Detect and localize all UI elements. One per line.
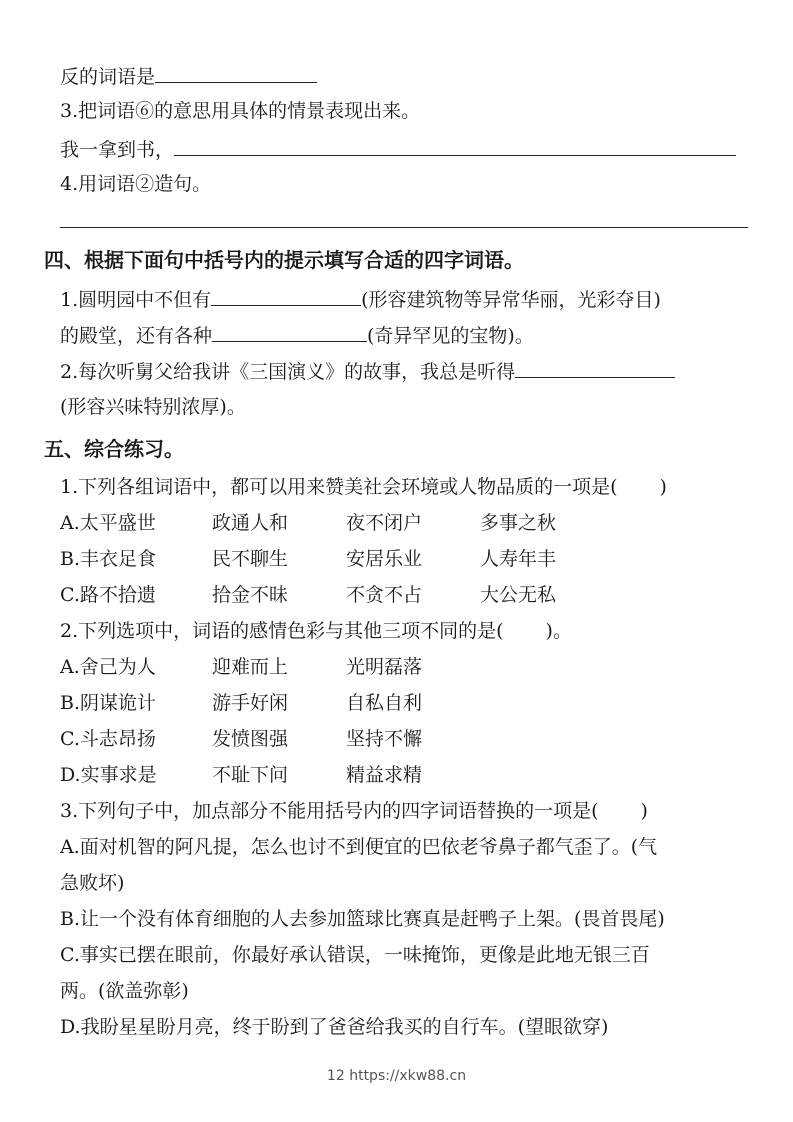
s5-question-1 xyxy=(60,472,667,502)
top-line1-text: 反的词语是 xyxy=(60,66,156,88)
answer-blank[interactable] xyxy=(155,60,317,83)
answer-prefix: 我一拿到书， xyxy=(60,139,175,161)
footer-link[interactable]: https://xkw88.cn xyxy=(349,1068,467,1084)
s5-q3-close: ) xyxy=(640,800,648,822)
s5-question-3 xyxy=(60,796,648,826)
s4-question-1-line1 xyxy=(60,283,661,313)
page-number: 12 xyxy=(326,1068,345,1084)
s5-q1-stem: 1.下列各组词语中，都可以用来赞美社会环境或人物品质的一项是( xyxy=(60,476,618,498)
option-term: 坚持不懈 xyxy=(346,728,423,750)
s5-q3-stem: 3.下列句子中，加点部分不能用括号内的四字词语替换的一项是( xyxy=(60,800,599,822)
option-term: 精益求精 xyxy=(346,764,423,786)
option-term: 不耻下问 xyxy=(212,764,289,786)
answer-blank[interactable] xyxy=(174,133,736,156)
option-term: 安居乐业 xyxy=(346,548,423,570)
option-term: C.路不拾遗 xyxy=(60,584,156,606)
option-term: B.阴谋诡计 xyxy=(60,692,157,714)
s4-q1-text-a: 1.圆明园中不但有 xyxy=(60,289,212,311)
option-term: D.实事求是 xyxy=(60,764,157,786)
answer-blank[interactable] xyxy=(212,319,367,342)
option-term: 游手好闲 xyxy=(212,692,289,714)
option-term: 民不聊生 xyxy=(212,548,289,570)
s5-q2-stem: 2.下列选项中，词语的感情色彩与其他三项不同的是( xyxy=(60,620,504,642)
s5-q3-option-b[interactable]: B.让一个没有体育细胞的人去参加篮球比赛真是赶鸭子上架。(畏首畏尾) xyxy=(60,908,665,930)
s5-q3-option-a-line2: 急败坏) xyxy=(60,872,125,894)
s4-q2-text-a: 2.每次听舅父给我讲《三国演义》的故事，我总是听得 xyxy=(60,361,516,383)
question-3-answer xyxy=(60,133,736,163)
option-term: 迎难而上 xyxy=(212,656,289,678)
answer-line[interactable] xyxy=(60,227,748,228)
s5-q3-option-c-line1[interactable]: C.事实已摆在眼前，你最好承认错误，一味掩饰，更像是此地无银三百 xyxy=(60,944,650,966)
option-term: 拾金不昧 xyxy=(212,584,289,606)
section-5-heading: 五、综合练习。 xyxy=(44,437,184,461)
option-term: 夜不闭户 xyxy=(346,512,423,534)
s4-question-2-line1 xyxy=(60,355,675,385)
option-term: 发愤图强 xyxy=(212,728,289,750)
s5-q3-option-d[interactable]: D.我盼星星盼月亮，终于盼到了爸爸给我买的自行车。(望眼欲穿) xyxy=(60,1016,609,1038)
answer-blank[interactable] xyxy=(515,355,675,378)
option-term: 政通人和 xyxy=(212,512,289,534)
section-4-heading: 四、根据下面句中括号内的提示填写合适的四字词语。 xyxy=(44,248,524,272)
s5-question-2 xyxy=(60,616,572,646)
option-term: B.丰衣足食 xyxy=(60,548,157,570)
s4-question-1-line2 xyxy=(60,319,534,349)
s4-question-2-line2: (形容兴味特别浓厚)。 xyxy=(60,396,246,418)
option-term: A.舍己为人 xyxy=(60,656,156,678)
question-4: 4.用词语②造句。 xyxy=(60,173,212,195)
top-line1 xyxy=(60,60,317,90)
question-3: 3.把词语⑥的意思用具体的情景表现出来。 xyxy=(60,100,421,122)
option-term: 大公无私 xyxy=(480,584,557,606)
page-footer xyxy=(0,1068,793,1084)
s5-q3-option-c-line2: 两。(欲盖弥彰) xyxy=(60,980,189,1002)
option-term: C.斗志昂扬 xyxy=(60,728,156,750)
answer-blank[interactable] xyxy=(211,283,361,306)
option-term: 多事之秋 xyxy=(480,512,557,534)
s4-q1-text-d: (奇异罕见的宝物)。 xyxy=(367,325,534,347)
option-term: 光明磊落 xyxy=(346,656,423,678)
s5-q3-option-a-line1[interactable]: A.面对机智的阿凡提，怎么也讨不到便宜的巴依老爷鼻子都气歪了。(气 xyxy=(60,836,658,858)
option-term: 不贪不占 xyxy=(346,584,423,606)
s5-q2-close: )。 xyxy=(545,620,572,642)
option-term: 自私自利 xyxy=(346,692,423,714)
option-term: 人寿年丰 xyxy=(480,548,557,570)
s4-q1-text-b: (形容建筑物等异常华丽，光彩夺目) xyxy=(361,289,661,311)
option-term: A.太平盛世 xyxy=(60,512,156,534)
s4-q1-text-c: 的殿堂，还有各种 xyxy=(60,325,213,347)
s5-q1-close: ) xyxy=(659,476,667,498)
